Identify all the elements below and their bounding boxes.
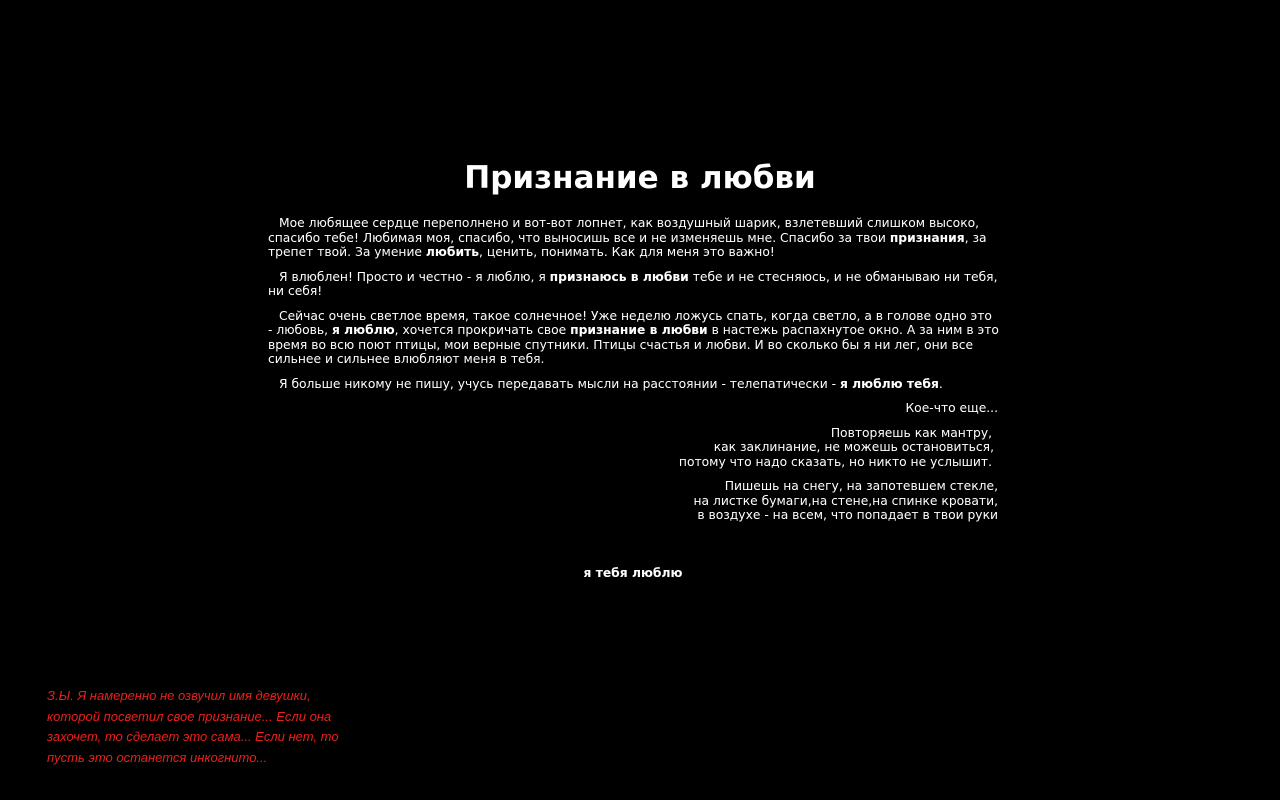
verse-line: как заклинание, не можешь остановиться, <box>713 440 994 454</box>
page-title: Признание в любви <box>464 160 816 196</box>
closing-phrase: я тебя люблю <box>583 566 683 580</box>
something-else-line: Кое-что еще... <box>905 401 998 415</box>
postscript-line: которой посветил свое признание... Если она <box>47 708 332 724</box>
verse-line: Пишешь на снегу, на запотевшем стекле, <box>724 479 998 493</box>
paragraph-text: Сейчас очень светлое время, такое солнечное! Уже неделю ложусь спать, когда светло, а в голове одно это - любовь, <box>268 308 992 337</box>
postscript-line: захочет, то сделает это сама... Если нет, то <box>47 729 339 744</box>
postscript-note <box>47 686 377 768</box>
paragraph-3 <box>268 309 1000 367</box>
paragraph-2 <box>268 270 1000 299</box>
postscript-line: пусть это останется инкогнито... <box>47 749 268 765</box>
verse-stanza-2 <box>268 479 1000 523</box>
verse-line: в воздухе - на всем, что попадает в твои руки <box>697 508 998 522</box>
paragraph-text: Мое любящее сердце переполнено и вот-вот лопнет, как воздушный шарик, взлетевший слишком высоко, спасибо тебе! Любимая моя, спасибо, что выносишь все и не изменяешь мне. Спасибо за твои <box>268 216 980 245</box>
paragraph-text: . <box>938 376 943 391</box>
paragraph-1 <box>268 216 1000 260</box>
highlight-text: любить <box>425 245 479 259</box>
article-body <box>268 216 1000 533</box>
paragraph-text: , ценить, понимать. Как для меня это важно! <box>479 245 775 259</box>
verse-line: на листке бумаги,на стене,на спинке кровати, <box>693 493 998 508</box>
highlight-text: признаюсь в любви <box>549 269 689 284</box>
highlight-text: признание в любви <box>570 323 708 337</box>
highlight-text: я люблю тебя <box>839 376 939 391</box>
highlight-text: я люблю <box>331 323 395 337</box>
paragraph-text: Я влюблен! Просто и честно - я люблю, я <box>279 269 550 284</box>
highlight-text: признания <box>889 230 965 245</box>
verse-line: потому что надо сказать, но никто не услышит. <box>678 454 992 469</box>
postscript-line: З.Ы. Я намеренно не озвучил имя девушки, <box>47 688 311 703</box>
paragraph-4 <box>268 377 1000 392</box>
verse-line: Повторяешь как мантру, <box>830 425 992 440</box>
paragraph-text: тебе и не стесняюсь, и не обманываю ни тебя, ни себя! <box>268 269 998 298</box>
verse-stanza-1 <box>268 426 1000 470</box>
paragraph-text: Я больше никому не пишу, учусь передавать мысли на расстоянии - телепатически - <box>279 376 840 391</box>
paragraph-text: , за трепет твой. За умение <box>268 230 987 259</box>
paragraph-text: в настежь распахнутое окно. А за ним в это время во всю поют птицы, мои верные спутники. Птицы счастья и любви. И во сколько бы я ни лег, они все сильнее и сильнее влюбляют меня в тебя. <box>268 323 999 366</box>
paragraph-text: , хочется прокричать свое <box>394 323 571 337</box>
